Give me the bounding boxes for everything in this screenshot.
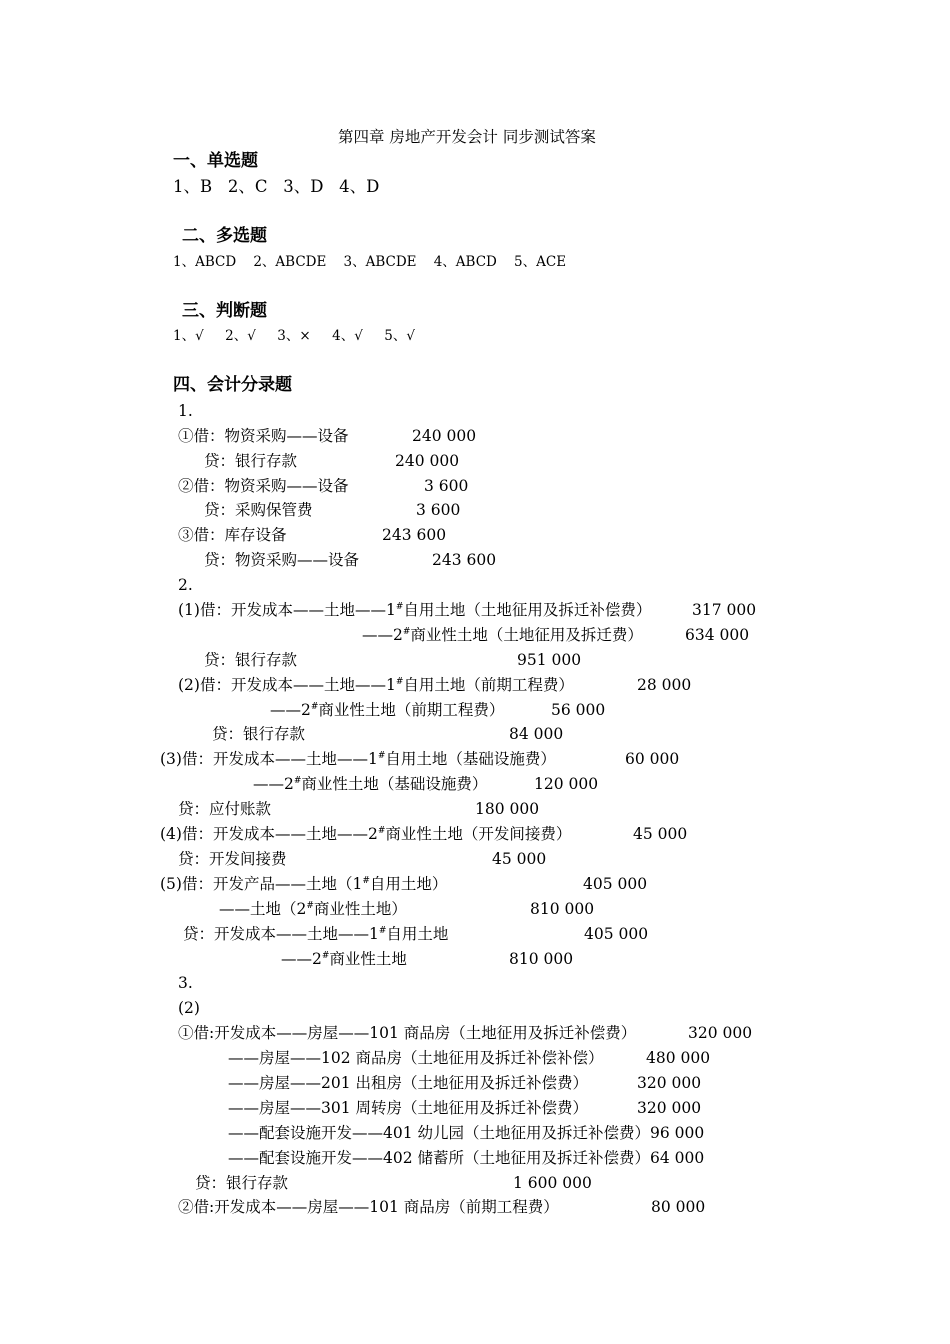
entry-amount: 480 000 — [646, 1049, 711, 1067]
sub-question-number: (2) — [178, 999, 200, 1017]
entry-amount: 320 000 — [637, 1074, 702, 1092]
entry-amount: 1 600 000 — [513, 1174, 592, 1192]
entry-line: (1)借：开发成本——土地——1#自用土地（土地征用及拆迁补偿费） — [178, 601, 652, 619]
entry-line: 贷：银行存款 — [212, 725, 306, 743]
question-number: 1. — [178, 402, 193, 420]
entry-amount: 243 600 — [382, 526, 447, 544]
entry-line: ——土地（2#商业性土地） — [219, 900, 407, 918]
entry-line: 贷：物资采购——设备 — [204, 551, 360, 569]
question-number: 3. — [178, 974, 193, 992]
entry-line: ①借:开发成本——房屋——101 商品房（土地征用及拆迁补偿费） — [178, 1024, 637, 1042]
entry-line: 贷：银行存款 — [204, 452, 298, 470]
entry-amount: 45 000 — [633, 825, 688, 843]
entry-line: (2)借：开发成本——土地——1#自用土地（前期工程费） — [178, 676, 574, 694]
entry-amount: 28 000 — [637, 676, 692, 694]
entry-line: ——2#商业性土地（基础设施费） — [253, 775, 488, 793]
entry-amount: 951 000 — [517, 651, 582, 669]
entry-amount: 240 000 — [412, 427, 477, 445]
entry-line: (4)借：开发成本——土地——2#商业性土地（开发间接费） — [160, 825, 572, 843]
entry-line: ——2#商业性土地（前期工程费） — [270, 701, 505, 719]
page-title: 第四章 房地产开发会计 同步测试答案 — [338, 128, 596, 146]
entry-amount: 60 000 — [625, 750, 680, 768]
entry-amount: 634 000 — [685, 626, 750, 644]
entry-line: ——房屋——102 商品房（土地征用及拆迁补偿补偿） — [228, 1049, 604, 1067]
question-number: 2. — [178, 576, 193, 594]
entry-amount: 317 000 — [692, 601, 757, 619]
entry-line: ——2#商业性土地 — [281, 950, 407, 968]
entry-line: ——房屋——301 周转房（土地征用及拆迁补偿费） — [228, 1099, 589, 1117]
entry-line: 贷：银行存款 — [195, 1174, 289, 1192]
entry-line: 贷：采购保管费 — [204, 501, 313, 519]
entry-amount: 180 000 — [475, 800, 540, 818]
entry-amount: 320 000 — [688, 1024, 753, 1042]
entry-line: ——配套设施开发——401 幼儿园（土地征用及拆迁补偿费）96 000 — [228, 1124, 705, 1142]
entry-amount: 120 000 — [534, 775, 599, 793]
section-heading-true-false: 三、判断题 — [182, 301, 267, 321]
entry-amount: 810 000 — [530, 900, 595, 918]
entry-amount: 3 600 — [424, 477, 469, 495]
entry-line: ①借：物资采购——设备 — [178, 427, 349, 445]
section-heading-journal-entries: 四、会计分录题 — [173, 375, 292, 395]
entry-line: (5)借：开发产品——土地（1#自用土地） — [160, 875, 448, 893]
entry-amount: 56 000 — [551, 701, 606, 719]
entry-line: ——房屋——201 出租房（土地征用及拆迁补偿费） — [228, 1074, 589, 1092]
entry-line: 贷：开发间接费 — [178, 850, 287, 868]
entry-line: ②借：物资采购——设备 — [178, 477, 349, 495]
entry-line: 贷：开发成本——土地——1#自用土地 — [183, 925, 449, 943]
entry-line: ——配套设施开发——402 储蓄所（土地征用及拆迁补偿费）64 000 — [228, 1149, 705, 1167]
entry-amount: 84 000 — [509, 725, 564, 743]
entry-amount: 405 000 — [584, 925, 649, 943]
entry-amount: 3 600 — [416, 501, 461, 519]
entry-line: 贷：银行存款 — [204, 651, 298, 669]
true-false-answers: 1、√ 2、√ 3、× 4、√ 5、√ — [173, 328, 415, 344]
section-heading-single-choice: 一、单选题 — [173, 151, 258, 171]
entry-amount: 45 000 — [492, 850, 547, 868]
entry-amount: 240 000 — [395, 452, 460, 470]
entry-amount: 243 600 — [432, 551, 497, 569]
entry-line: ——2#商业性土地（土地征用及拆迁费） — [362, 626, 643, 644]
entry-line: (3)借：开发成本——土地——1#自用土地（基础设施费） — [160, 750, 556, 768]
entry-amount: 405 000 — [583, 875, 648, 893]
entry-amount: 810 000 — [509, 950, 574, 968]
section-heading-multi-choice: 二、多选题 — [182, 226, 267, 246]
single-choice-answers: 1、B 2、C 3、D 4、D — [173, 177, 380, 196]
entry-line: 贷：应付账款 — [178, 800, 272, 818]
entry-line: ②借:开发成本——房屋——101 商品房（前期工程费） — [178, 1198, 559, 1216]
entry-line: ③借：库存设备 — [178, 526, 287, 544]
multi-choice-answers: 1、ABCD 2、ABCDE 3、ABCDE 4、ABCD 5、ACE — [173, 254, 567, 270]
entry-amount: 80 000 — [651, 1198, 706, 1216]
entry-amount: 320 000 — [637, 1099, 702, 1117]
